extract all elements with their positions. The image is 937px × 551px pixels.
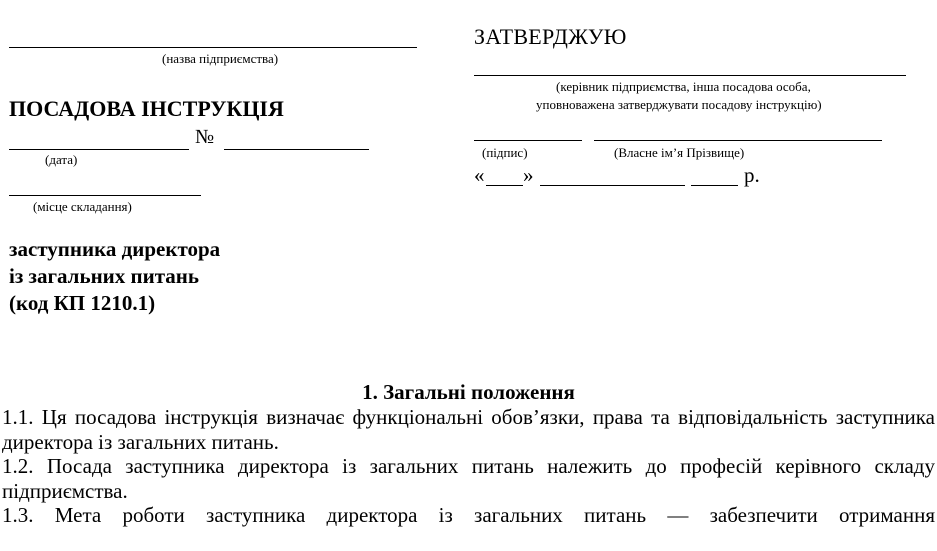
month-line[interactable]: [540, 185, 685, 186]
full-name-line[interactable]: [594, 140, 882, 141]
approver-caption-line2: уповноважена затверджувати посадову інструкцію): [536, 97, 822, 112]
position-title-code: (код КП 1210.1): [9, 291, 156, 315]
document-number-line[interactable]: [224, 149, 369, 150]
signature-line[interactable]: [474, 140, 582, 141]
paragraph-1-1: 1.1. Ця посадова інструкція визначає функціональні обов’язки, права та відповідальність заступника директора із загальних питань.: [2, 405, 935, 454]
approver-position-line[interactable]: [474, 75, 906, 76]
approver-caption-line1: (керівник підприємства, інша посадова особа,: [556, 79, 811, 94]
year-suffix: р.: [744, 163, 760, 187]
full-name-caption: (Власне ім’я Прізвище): [614, 145, 745, 160]
date-close-quote: »: [523, 163, 534, 187]
company-name-line[interactable]: [9, 47, 417, 48]
company-name-caption: (назва підприємства): [162, 51, 279, 66]
document-title: ПОСАДОВА ІНСТРУКЦІЯ: [9, 96, 284, 121]
date-open-quote: «: [474, 163, 485, 187]
date-caption: (дата): [45, 152, 78, 167]
position-title-line2: із загальних питань: [9, 264, 199, 288]
signature-caption: (підпис): [482, 145, 528, 160]
year-line[interactable]: [691, 185, 738, 186]
section-heading-general: 1. Загальні положення: [362, 380, 575, 404]
paragraph-1-3: 1.3. Мета роботи заступника директора із загальних питань — забезпечити отримання: [2, 503, 935, 527]
paragraph-1-2: 1.2. Посада заступника директора із загальних питань належить до професій керівного складу підприємства.: [2, 454, 935, 503]
place-line[interactable]: [9, 195, 201, 196]
approve-title: ЗАТВЕРДЖУЮ: [474, 24, 627, 49]
date-line[interactable]: [9, 149, 189, 150]
position-title: [9, 236, 220, 317]
number-sign: №: [195, 126, 215, 148]
day-line[interactable]: [486, 185, 523, 186]
place-caption: (місце складання): [33, 199, 132, 214]
position-title-line1: заступника директора: [9, 237, 221, 261]
section-body: [2, 405, 935, 528]
